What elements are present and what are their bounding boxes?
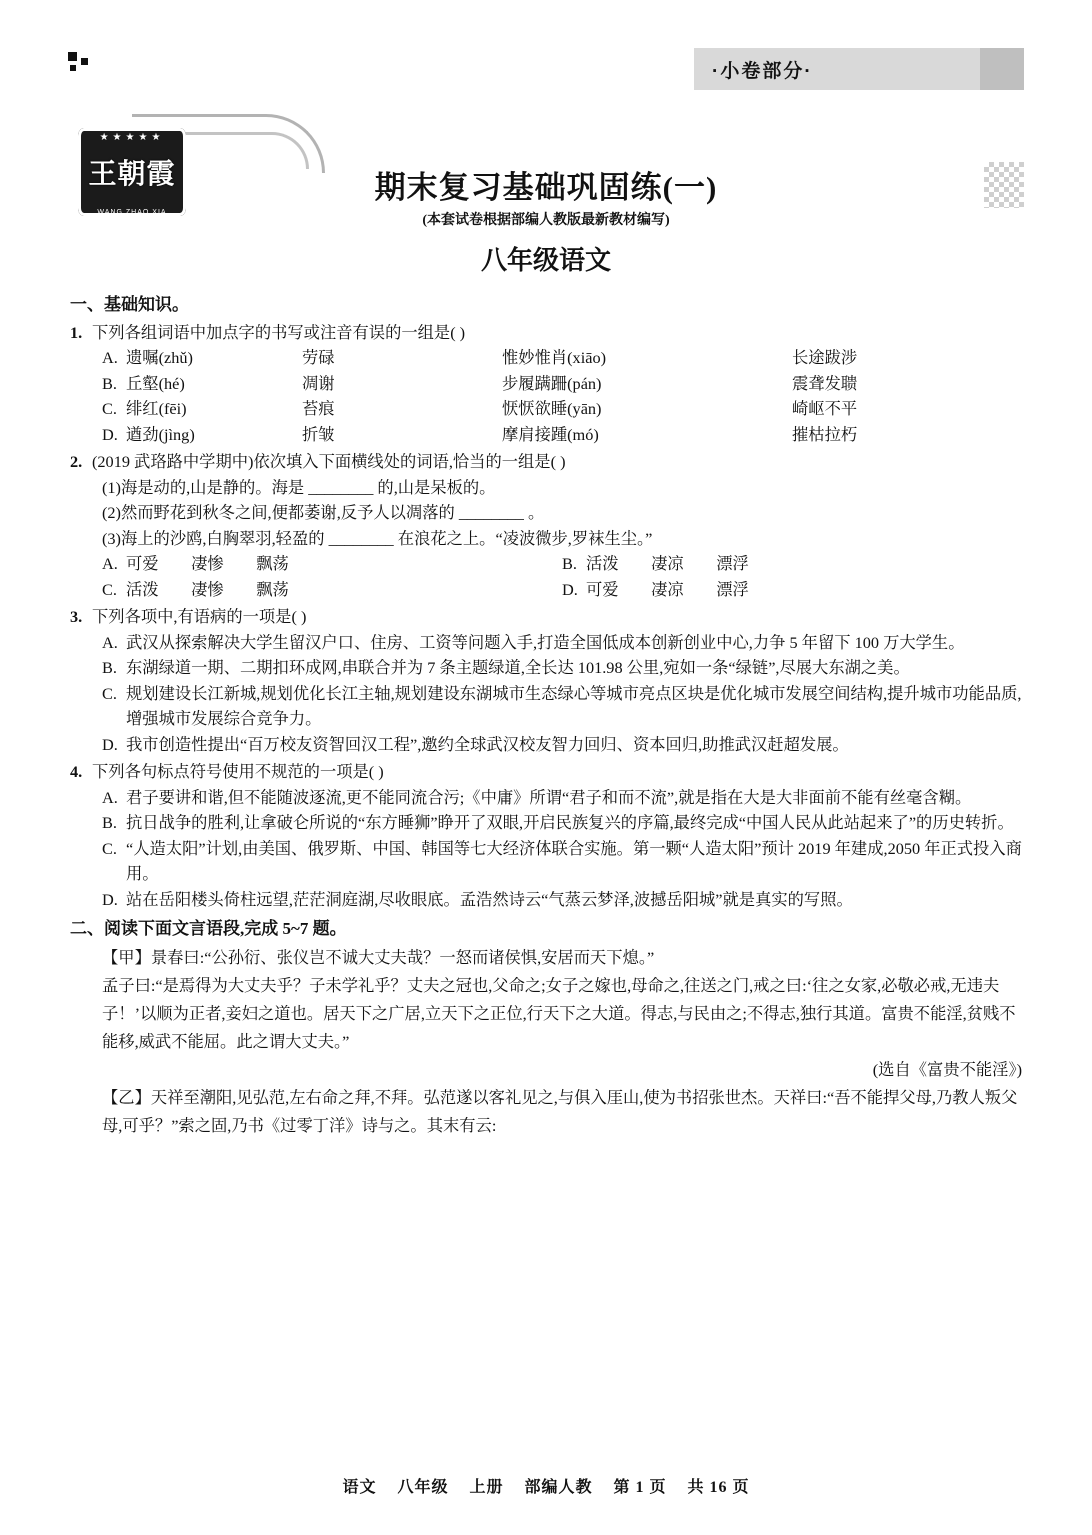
footer-edition: 部编人教 (524, 1479, 593, 1496)
q2-d-label: D. (562, 579, 578, 599)
q1-a-item2: 劳碌 (302, 348, 335, 367)
question-2 (70, 449, 1022, 475)
q2-a-text: 可爱 凄惨 飘荡 (126, 554, 289, 573)
seal-stars: ★★★★★ (99, 132, 165, 143)
q2-d-text: 可爱 凄凉 漂浮 (586, 579, 749, 599)
question-4-number: 4. (70, 762, 83, 781)
question-3-option-d (102, 732, 1022, 758)
q1-a-item1: 遗嘱(zhǔ) (126, 348, 193, 367)
q3-d-label: D. (102, 734, 118, 754)
q4-d-text: 站在岳阳楼头倚柱远望,茫茫洞庭湖,尽收眼底。孟浩然诗云“气蒸云梦泽,波撼岳阳城”就是真实的写照。 (126, 889, 853, 909)
question-3 (70, 604, 1022, 630)
page-footer (0, 1474, 1092, 1497)
q1-d-item1: 遒劲(jìng) (126, 424, 195, 444)
q4-d-label: D. (102, 889, 118, 909)
q4-b-text: 抗日战争的胜利,让拿破仑所说的“东方睡狮”睁开了双眼,开启民族复兴的序篇,最终完成“中国人民从此站起来了”的历史转折。 (126, 813, 1014, 832)
q1-b-item2: 凋谢 (302, 373, 335, 393)
classical-passage-jia (102, 944, 1022, 1140)
question-2-line-1: (1)海是动的,山是静的。海是 ________ 的,山是呆板的。 (102, 477, 496, 497)
q1-b-item4: 震聋发聩 (792, 373, 858, 393)
jia-paragraph-1: 【甲】景春曰:“公孙衍、张仪岂不诚大丈夫哉？一怒而诸侯惧,安居而天下熄。” (102, 947, 655, 967)
footer-grade: 八年级 (397, 1479, 449, 1496)
question-2-line-3: (3)海上的沙鸥,白胸翠羽,轻盈的 ________ 在浪花之上。“凌波微步,罗袜生尘。” (102, 528, 653, 548)
q4-b-label: B. (102, 813, 117, 832)
yi-paragraph-1: 【乙】天祥至潮阳,见弘范,左右命之拜,不拜。弘范遂以客礼见之,与俱入厓山,使为书招张世杰。天祥曰:“吾不能捍父母,乃教人叛父母,可乎？”索之固,乃书《过零丁洋》诗与之。其末有云: (102, 1087, 1018, 1135)
q1-d-item2: 折皱 (302, 424, 335, 444)
q1-d-item3: 摩肩接踵(mó) (502, 424, 599, 444)
jia-source: (选自《富贵不能淫》) (872, 1059, 1022, 1079)
footer-subject: 语文 (342, 1479, 377, 1496)
q1-d-label: D. (102, 424, 118, 444)
footer-page: 第 1 页 (613, 1479, 667, 1496)
q4-c-label: C. (102, 838, 117, 858)
q1-c-item1: 绯红(fēi) (126, 399, 187, 418)
question-1 (70, 320, 1022, 346)
section-1-heading: 一、基础知识。 (70, 295, 189, 314)
question-4-option-a (102, 785, 1022, 811)
header-band (694, 48, 1024, 90)
question-3-option-c (102, 681, 1022, 732)
q1-c-item3: 恹恹欲睡(yān) (502, 399, 602, 418)
page-subtitle: (本套试卷根据部编人教版最新教材编写) (422, 213, 670, 228)
question-4-option-b (102, 810, 1022, 836)
corner-dots-decoration (68, 52, 94, 78)
q1-c-item2: 苔痕 (302, 399, 335, 418)
q3-b-label: B. (102, 658, 117, 677)
question-3-option-a (102, 630, 1022, 656)
question-2-choice-row-1 (102, 551, 1022, 577)
q4-a-label: A. (102, 787, 118, 807)
header-band-label: ·小卷部分· (712, 61, 813, 82)
q4-a-text: 君子要讲和谐,但不能随波逐流,更不能同流合污;《中庸》所谓“君子和而不流”,就是指在大是大非面前不能有丝毫含糊。 (126, 787, 972, 807)
question-1-number: 1. (70, 322, 83, 342)
jia-paragraph-2: 孟子曰:“是焉得为大丈夫乎？子未学礼乎？丈夫之冠也,父命之;女子之嫁也,母命之,往送之门,戒之曰:‘往之女家,必敬必戒,无违夫子！’以顺为正者,妾妇之道也。居天下之广居,立天下之正位,行天下之大道。得志,与民由之;不得志,独行其道。富贵不能淫,贫贱不能移,威武不能屈。此之谓大丈夫。” (102, 975, 1016, 1051)
q1-b-label: B. (102, 373, 117, 393)
question-2-line-2: (2)然而野花到秋冬之间,便都萎谢,反予人以凋落的 ________ 。 (102, 503, 545, 522)
q2-c-label: C. (102, 579, 117, 599)
q1-a-item3: 惟妙惟肖(xiāo) (502, 348, 607, 367)
question-3-option-b (102, 655, 1022, 681)
q2-b-label: B. (562, 554, 577, 573)
question-1-option-row-d (102, 422, 1022, 448)
footer-total-pages: 共 16 页 (687, 1479, 750, 1496)
q3-a-text: 武汉从探索解决大学生留汉户口、住房、工资等问题入手,打造全国低成本创新创业中心,力争 5 年留下 100 万大学生。 (126, 632, 965, 652)
page-grade-title: 八年级语文 (480, 246, 611, 275)
question-1-option-row-a (102, 345, 1022, 371)
exam-content (70, 288, 1022, 1140)
q1-a-label: A. (102, 348, 118, 367)
q3-d-text: 我市创造性提出“百万校友资智回汉工程”,邀约全球武汉校友智力回归、资本回归,助推武汉赶超发展。 (126, 734, 849, 754)
question-1-text: 下列各组词语中加点字的书写或注音有误的一组是( ) (92, 322, 466, 342)
q1-b-item1: 丘壑(hé) (126, 373, 185, 393)
question-4 (70, 759, 1022, 785)
q1-c-label: C. (102, 399, 117, 418)
question-1-option-row-b (102, 371, 1022, 397)
q1-a-item4: 长途跋涉 (792, 348, 858, 367)
q4-c-text: “人造太阳”计划,由美国、俄罗斯、中国、韩国等七大经济体联合实施。第一颗“人造太阳”预计 2019 年建成,2050 年正式投入商用。 (126, 838, 1022, 883)
footer-volume: 上册 (469, 1479, 504, 1496)
question-4-option-c (102, 836, 1022, 887)
q1-b-item3: 步履蹒跚(pán) (502, 373, 602, 393)
section-2-heading: 二、阅读下面文言语段,完成 5~7 题。 (70, 919, 347, 938)
seal-brand-name: 王朝霞 (88, 159, 176, 190)
question-1-option-row-c (102, 396, 1022, 422)
question-2-choice-row-2 (102, 577, 1022, 603)
question-3-number: 3. (70, 607, 83, 626)
question-2-text: (2019 武珞路中学期中)依次填入下面横线处的词语,恰当的一组是( ) (92, 452, 566, 471)
q3-b-text: 东湖绿道一期、二期扣环成网,串联合并为 7 条主题绿道,全长达 101.98 公里,宛如一条“绿链”,尽展大东湖之美。 (126, 658, 910, 677)
question-3-text: 下列各项中,有语病的一项是( ) (92, 607, 307, 626)
q2-c-text: 活泼 凄惨 飘荡 (126, 579, 289, 599)
page-title: 期末复习基础巩固练(一) (374, 170, 718, 205)
question-4-option-d (102, 887, 1022, 913)
seal-sub-name: WANG ZHAO XIA (97, 209, 167, 216)
question-4-text: 下列各句标点符号使用不规范的一项是( ) (92, 762, 384, 781)
q3-c-text: 规划建设长江新城,规划优化长江主轴,规划建设东湖城市生态绿心等城市亮点区块是优化城市发展空间结构,提升城市功能品质,增强城市发展综合竞争力。 (126, 683, 1022, 728)
q1-d-item4: 摧枯拉朽 (792, 424, 858, 444)
q3-a-label: A. (102, 632, 118, 652)
q2-a-label: A. (102, 554, 118, 573)
header-band-tail (980, 48, 1024, 90)
q1-c-item4: 崎岖不平 (792, 399, 858, 418)
question-2-number: 2. (70, 452, 83, 471)
q2-b-text: 活泼 凄凉 漂浮 (586, 554, 749, 573)
q3-c-label: C. (102, 683, 117, 703)
